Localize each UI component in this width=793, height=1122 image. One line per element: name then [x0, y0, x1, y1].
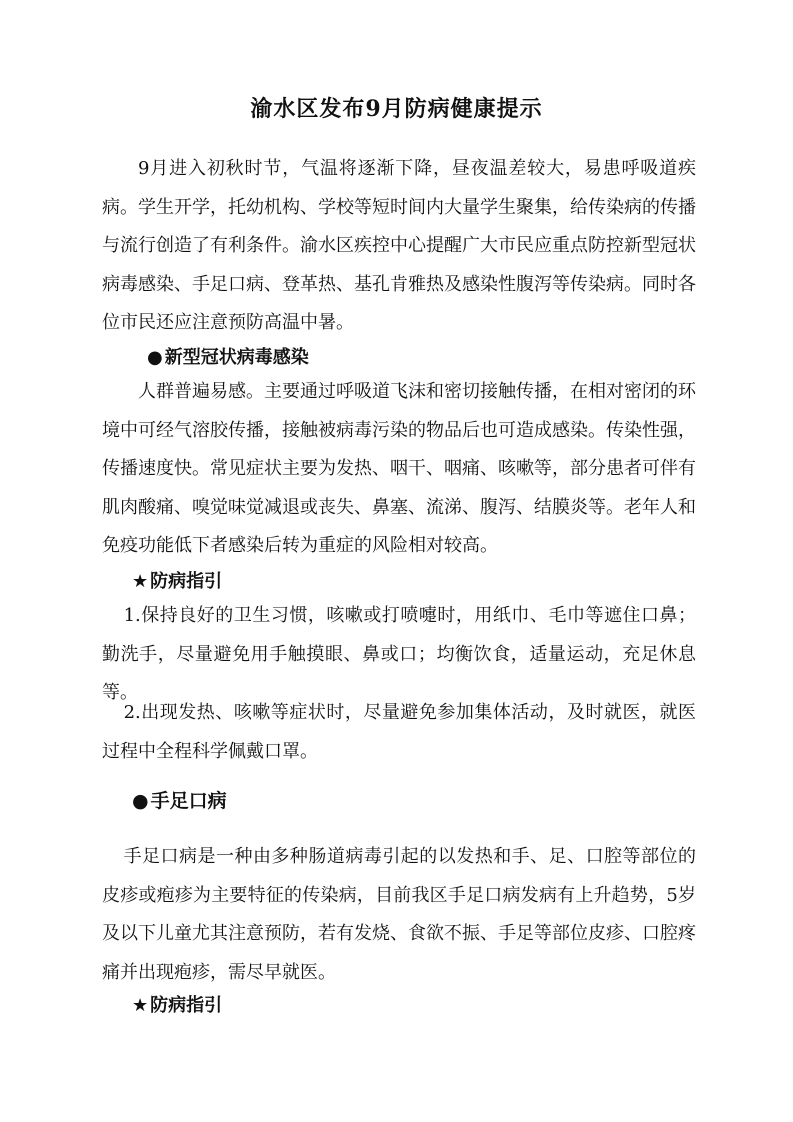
guide-heading-label: 防病指引	[150, 995, 223, 1016]
star-icon: ★	[132, 571, 149, 592]
section-heading-label: 手足口病	[150, 790, 227, 812]
hfmd-body-paragraph: 手足口病是一种由多种肠道病毒引起的以发热和手、足、口腔等部位的皮疹或疱疹为主要特征的传染病，目前我区手足口病发病有上升趋势，5岁及以下儿童尤其注意预防，若有发烧、食欲不振、手足等部位皮疹、口腔疼痛并出现疱疹，需尽早就医。	[102, 846, 696, 983]
section-heading-covid	[147, 343, 309, 369]
bullet-dot-icon: ●	[147, 347, 163, 368]
guide-item-2: 2.出现发热、咳嗽等症状时，尽量避免参加集体活动，及时就医，就医过程中全程科学佩戴口罩。	[102, 702, 696, 762]
covid-body-paragraph: 人群普遍易感。主要通过呼吸道飞沫和密切接触传播，在相对密闭的环境中可经气溶胶传播，接触被病毒污染的物品后也可造成感染。传染性强，传播速度快。常见症状主要为发热、咽干、咽痛、咳嗽等，部分患者可伴有肌肉酸痛、嗅觉味觉减退或丧失、鼻塞、流涕、腹泻、结膜炎等。老年人和免疫功能低下者感染后转为重症的风险相对较高。	[102, 381, 696, 556]
section-heading-hfmd	[132, 786, 227, 813]
star-icon: ★	[132, 995, 149, 1016]
bullet-dot-icon: ●	[132, 790, 149, 812]
page-title: 渝水区发布9月防病健康提示	[250, 96, 543, 122]
section-heading-label: 新型冠状病毒感染	[164, 347, 309, 368]
guide-heading-hfmd	[132, 991, 222, 1017]
guide-heading-label: 防病指引	[150, 571, 223, 592]
intro-paragraph: 9月进入初秋时节，气温将逐渐下降，昼夜温差较大，易患呼吸道疾病。学生开学，托幼机构、学校等短时间内大量学生聚集，给传染病的传播与流行创造了有利条件。渝水区疾控中心提醒广大市民应重点防控新型冠状病毒感染、手足口病、登革热、基孔肯雅热及感染性腹泻等传染病。同时各位市民还应注意预防高温中暑。	[102, 158, 696, 333]
guide-heading-covid	[132, 567, 222, 593]
guide-item-1: 1.保持良好的卫生习惯，咳嗽或打喷嚏时，用纸巾、毛巾等遮住口鼻；勤洗手，尽量避免用手触摸眼、鼻或口；均衡饮食，适量运动，充足休息等。	[102, 605, 696, 703]
